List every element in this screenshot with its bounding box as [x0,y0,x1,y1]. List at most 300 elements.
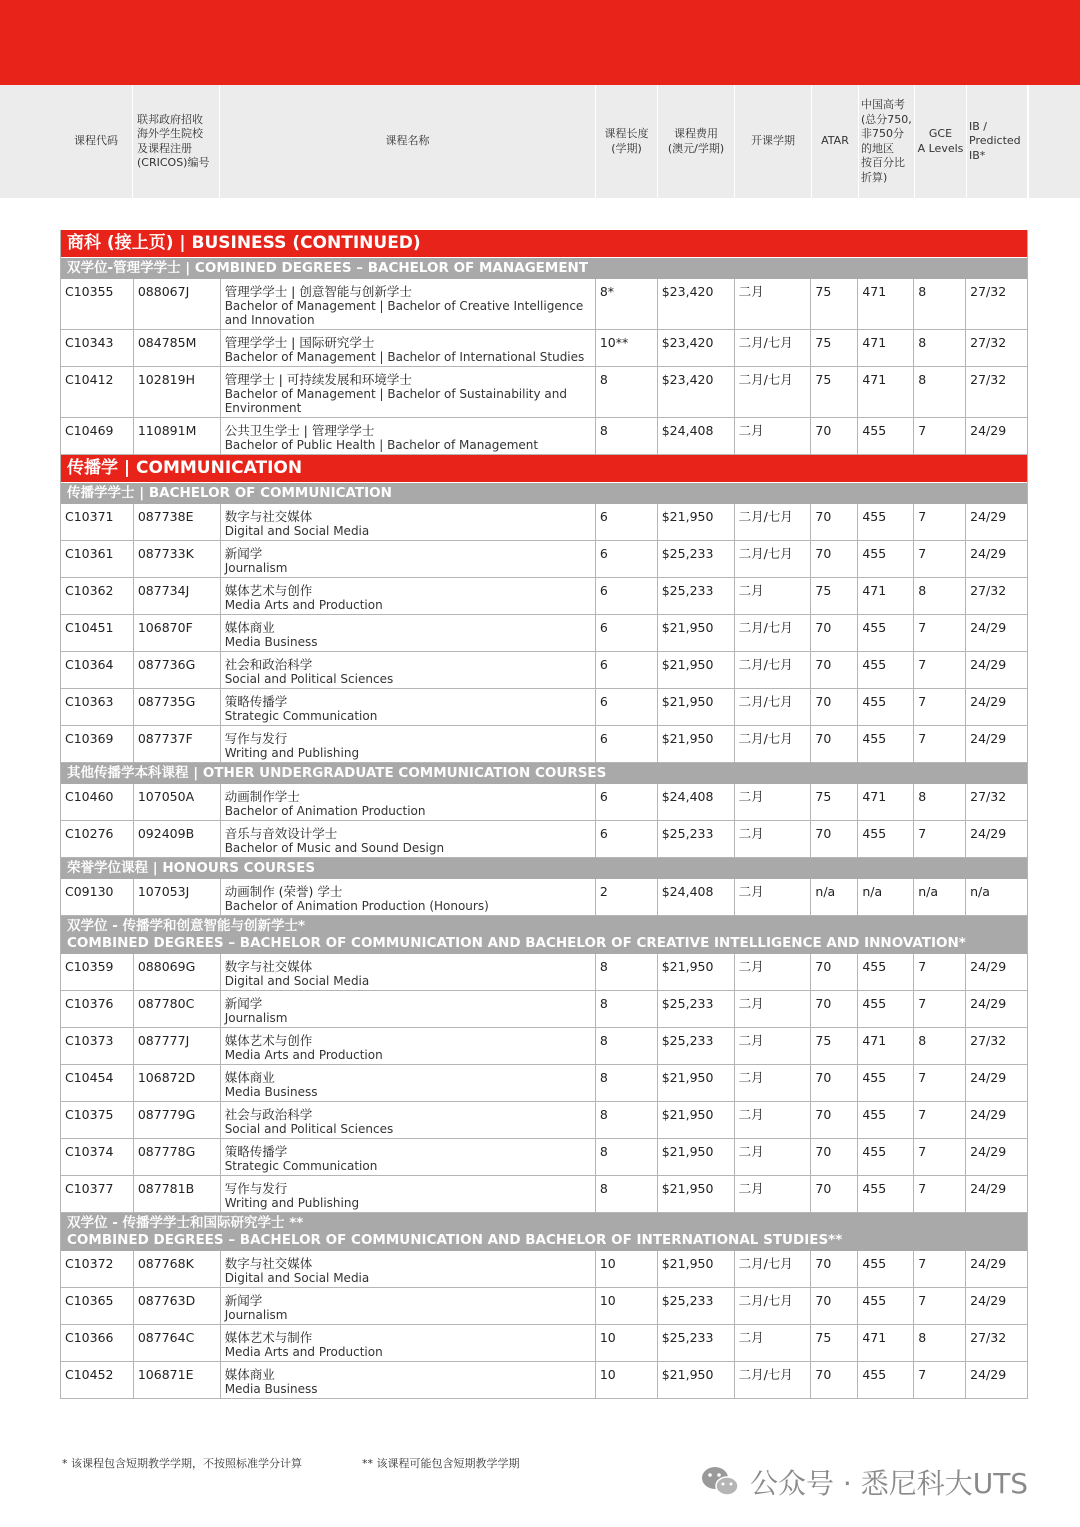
cell-cricos: 087781B [133,1176,220,1212]
cell-intake: 二月 [734,1139,811,1175]
cell-fee: $21,950 [657,504,734,540]
cell-ib: 27/32 [965,784,1027,820]
cell-atar: 70 [810,615,857,651]
cell-length: 6 [595,615,657,651]
cell-gaokao: 455 [857,821,913,857]
subsection-header [61,483,1027,504]
cell-course-name [220,821,595,857]
cell-ib: 24/29 [965,1251,1027,1287]
cell-gce: 7 [913,615,965,651]
table-row [61,578,1027,615]
header-col-gaokao: 中国高考 (总分750, 非750分 的地区 按百分比 折算) [858,85,914,198]
cell-ib: 24/29 [965,1065,1027,1101]
cell-gce: 8 [913,1325,965,1361]
cell-intake: 二月 [734,991,811,1027]
cell-course-name [220,1251,595,1287]
cell-course-code: C09130 [65,884,114,899]
header-col-fee: 课程费用 (澳元/学期) [657,85,734,198]
cell-length: 6 [595,541,657,577]
course-name-en: Media Business [224,635,318,649]
header-col-intake: 开课学期 [734,85,811,198]
cell-intake: 二月 [734,1176,811,1212]
cell-length: 10 [595,1325,657,1361]
cell-gaokao: 471 [857,578,913,614]
course-name-cn: 公共卫生学士 | 管理学学士 [224,423,375,438]
cell-gce: 8 [913,330,965,366]
cell-fee: $21,950 [657,726,734,762]
cell-course-code: C10375 [65,1107,114,1122]
subsection-header [61,1213,1027,1251]
cell-intake: 二月/七月 [734,726,811,762]
subsection-title-line: 双学位-管理学学士 | COMBINED DEGREES – BACHELOR OF MANAGEMENT [67,260,589,276]
cell-gaokao: 471 [857,367,913,417]
cell-gce: 7 [913,504,965,540]
cell-course-name [220,784,595,820]
cell-gaokao: 455 [857,726,913,762]
cell-gaokao: 455 [857,689,913,725]
table-row [61,954,1027,991]
cell-course-name [220,367,595,417]
header-col-course-name: 课程名称 [219,85,595,198]
cell-atar: 70 [810,418,857,454]
cell-gce: n/a [913,879,965,915]
cell-intake: 二月 [734,1065,811,1101]
cell-ib: 27/32 [965,330,1027,366]
cell-atar: 75 [810,1028,857,1064]
cell-course-code: C10366 [65,1330,114,1345]
header-col-cricos: 联邦政府招收 海外学生院校 及课程注册 (CRICOS)编号 [132,85,219,198]
cell-course-code: C10373 [65,1033,114,1048]
cell-gaokao: 455 [857,1251,913,1287]
cell-course-code: C10372 [65,1256,114,1271]
cell-ib: 24/29 [965,726,1027,762]
cell-atar: 70 [810,504,857,540]
cell-gce: 7 [913,418,965,454]
cell-course-name [220,615,595,651]
cell-ib: 27/32 [965,1325,1027,1361]
wechat-icon [700,1464,740,1500]
cell-course-name [220,954,595,990]
cell-cricos: 102819H [133,367,220,417]
cell-gce: 7 [913,1139,965,1175]
subsection-title-line: 荣誉学位课程 | HONOURS COURSES [67,860,316,876]
course-name-cn: 写作与发行 [224,731,288,746]
cell-atar: 75 [810,784,857,820]
course-name-en: Journalism [224,561,288,575]
cell-atar: 70 [810,1139,857,1175]
cell-cricos: 087764C [133,1325,220,1361]
footnote-double-star: ** 该课程可能包含短期教学学期 [362,1457,520,1470]
course-name-cn: 写作与发行 [224,1181,288,1196]
course-name-cn: 新闻学 [224,1293,263,1308]
course-name-cn: 管理学士 | 可持续发展和环境学士 [224,372,412,387]
course-name-cn: 社会与政治科学 [224,1107,313,1122]
course-name-cn: 管理学学士 | 创意智能与创新学士 [224,284,412,299]
cell-atar: 70 [810,1288,857,1324]
cell-atar: 75 [810,1325,857,1361]
cell-length: 2 [595,879,657,915]
cell-course-code: C10343 [65,335,114,350]
cell-atar: 70 [810,726,857,762]
table-row [61,726,1027,763]
cell-length: 8 [595,991,657,1027]
subsection-header [61,763,1027,784]
table-row [61,330,1027,367]
cell-fee: $21,950 [657,1362,734,1398]
cell-cricos: 087777J [133,1028,220,1064]
subsection-title-line: 其他传播学本科课程 | OTHER UNDERGRADUATE COMMUNICATION COURSES [67,765,607,781]
cell-intake: 二月 [734,954,811,990]
cell-course-code: C10361 [65,546,114,561]
course-name-cn: 数字与社交媒体 [224,959,313,974]
cell-fee: $25,233 [657,1028,734,1064]
course-name-cn: 动画制作学士 [224,789,300,804]
cell-length: 8 [595,1028,657,1064]
cell-ib: 24/29 [965,991,1027,1027]
cell-course-code: C10363 [65,694,114,709]
course-name-cn: 社会和政治科学 [224,657,313,672]
cell-ib: 24/29 [965,1102,1027,1138]
cell-atar: 70 [810,821,857,857]
course-name-en: Writing and Publishing [224,746,360,760]
cell-gaokao: 455 [857,541,913,577]
cell-course-code: C10412 [65,372,114,387]
section-header: 商科 (接上页) | BUSINESS (CONTINUED) [61,230,1027,258]
cell-atar: 70 [810,1065,857,1101]
cell-gaokao: 455 [857,954,913,990]
cell-fee: $21,950 [657,1139,734,1175]
cell-length: 8 [595,367,657,417]
cell-course-name [220,418,595,454]
header-col-atar: ATAR [811,85,858,198]
table-row [61,367,1027,418]
cell-ib: 27/32 [965,367,1027,417]
cell-gaokao: 455 [857,615,913,651]
cell-fee: $21,950 [657,954,734,990]
cell-intake: 二月/七月 [734,504,811,540]
course-name-cn: 数字与社交媒体 [224,509,313,524]
course-name-en: Digital and Social Media [224,1271,370,1285]
cell-gce: 7 [913,821,965,857]
table-row [61,279,1027,330]
course-name-en: Media Business [224,1382,318,1396]
header-col-course-code: 课程代码 [74,134,118,148]
cell-fee: $24,408 [657,418,734,454]
cell-gaokao: 455 [857,1139,913,1175]
course-name-en: Journalism [224,1308,288,1322]
cell-fee: $25,233 [657,541,734,577]
cell-ib: 24/29 [965,689,1027,725]
watermark-text: 公众号 · 悉尼科大UTS [750,1467,1029,1500]
cell-ib: 24/29 [965,1176,1027,1212]
cell-atar: 75 [810,367,857,417]
cell-ib: 24/29 [965,418,1027,454]
cell-gce: 7 [913,1362,965,1398]
cell-ib: 27/32 [965,279,1027,329]
course-name-cn: 策略传播学 [224,1144,288,1159]
cell-cricos: 107050A [133,784,220,820]
cell-intake: 二月/七月 [734,652,811,688]
cell-intake: 二月/七月 [734,541,811,577]
course-name-cn: 管理学学士 | 国际研究学士 [224,335,375,350]
cell-course-name [220,1065,595,1101]
cell-ib: 24/29 [965,504,1027,540]
course-name-cn: 新闻学 [224,546,263,561]
cell-course-name [220,652,595,688]
course-name-en: Digital and Social Media [224,524,370,538]
cell-gaokao: 471 [857,784,913,820]
cell-course-name [220,689,595,725]
cell-course-code: C10276 [65,826,114,841]
cell-intake: 二月/七月 [734,689,811,725]
cell-intake: 二月 [734,784,811,820]
cell-gaokao: n/a [857,879,913,915]
cell-course-name [220,1325,595,1361]
cell-gce: 8 [913,279,965,329]
table-row [61,1362,1027,1399]
cell-course-code: C10469 [65,423,114,438]
course-name-en: Bachelor of Music and Sound Design [224,841,445,855]
course-name-en: Writing and Publishing [224,1196,360,1210]
cell-gaokao: 455 [857,418,913,454]
cell-ib: 27/32 [965,578,1027,614]
cell-length: 6 [595,504,657,540]
cell-gce: 7 [913,726,965,762]
table-row [61,821,1027,858]
cell-length: 10 [595,1288,657,1324]
column-header-row [60,85,1080,198]
course-table [60,230,1028,1399]
cell-length: 6 [595,689,657,725]
table-row [61,652,1027,689]
course-name-en: Bachelor of Management | Bachelor of Sustainability and Environment [224,387,568,415]
watermark [700,1462,1028,1502]
cell-gaokao: 471 [857,330,913,366]
footnote-single-star: * 该课程包含短期教学学期，不按照标准学分计算 [62,1457,302,1470]
cell-cricos: 087736G [133,652,220,688]
course-name-en: Media Arts and Production [224,1345,383,1359]
table-row [61,615,1027,652]
table-row [61,879,1027,916]
cell-cricos: 087780C [133,991,220,1027]
table-row [61,1325,1027,1362]
cell-atar: 70 [810,1362,857,1398]
cell-length: 8* [595,279,657,329]
cell-course-code: C10374 [65,1144,114,1159]
table-row [61,1251,1027,1288]
cell-intake: 二月 [734,578,811,614]
cell-intake: 二月/七月 [734,615,811,651]
cell-gce: 8 [913,784,965,820]
cell-intake: 二月/七月 [734,1362,811,1398]
cell-fee: $21,950 [657,615,734,651]
cell-atar: 70 [810,1102,857,1138]
course-name-cn: 策略传播学 [224,694,288,709]
cell-length: 8 [595,1065,657,1101]
cell-gce: 7 [913,541,965,577]
course-name-cn: 音乐与音效设计学士 [224,826,338,841]
course-name-en: Bachelor of Management | Bachelor of Creative Intelligence and Innovation [224,299,584,327]
course-name-en: Strategic Communication [224,709,378,723]
cell-course-code: C10369 [65,731,114,746]
cell-cricos: 087778G [133,1139,220,1175]
cell-atar: 70 [810,1176,857,1212]
cell-length: 6 [595,784,657,820]
cell-cricos: 087779G [133,1102,220,1138]
course-name-en: Journalism [224,1011,288,1025]
header-col-gce: GCE A Levels [914,85,966,198]
cell-intake: 二月 [734,879,811,915]
course-name-cn: 媒体商业 [224,1070,275,1085]
table-row [61,1288,1027,1325]
cell-fee: $23,420 [657,330,734,366]
cell-cricos: 092409B [133,821,220,857]
cell-gaokao: 455 [857,1176,913,1212]
cell-atar: 70 [810,652,857,688]
cell-fee: $25,233 [657,578,734,614]
course-name-en: Digital and Social Media [224,974,370,988]
cell-course-code: C10359 [65,959,114,974]
cell-cricos: 087738E [133,504,220,540]
cell-fee: $21,950 [657,1102,734,1138]
course-name-cn: 数字与社交媒体 [224,1256,313,1271]
cell-length: 10 [595,1251,657,1287]
course-name-cn: 媒体商业 [224,1367,275,1382]
cell-cricos: 087768K [133,1251,220,1287]
top-red-banner [0,0,1080,85]
cell-atar: 70 [810,1251,857,1287]
cell-gaokao: 455 [857,1102,913,1138]
cell-cricos: 107053J [133,879,220,915]
course-name-en: Bachelor of Animation Production (Honours) [224,899,489,913]
table-row [61,689,1027,726]
cell-ib: 24/29 [965,652,1027,688]
cell-length: 8 [595,1102,657,1138]
header-spacer [1028,85,1080,198]
cell-gaokao: 455 [857,1288,913,1324]
cell-fee: $25,233 [657,991,734,1027]
subsection-title-line: COMBINED DEGREES – BACHELOR OF COMMUNICATION AND BACHELOR OF CREATIVE INTELLIGENCE AND INNOVATION* [67,935,966,951]
cell-gaokao: 455 [857,991,913,1027]
course-name-cn: 媒体艺术与制作 [224,1330,313,1345]
subsection-header [61,858,1027,879]
cell-atar: 70 [810,541,857,577]
cell-ib: n/a [965,879,1027,915]
course-name-en: Media Arts and Production [224,598,383,612]
cell-fee: $25,233 [657,1288,734,1324]
cell-ib: 24/29 [965,615,1027,651]
cell-course-code: C10355 [65,284,114,299]
cell-ib: 24/29 [965,954,1027,990]
table-row [61,1139,1027,1176]
cell-course-code: C10364 [65,657,114,672]
cell-gce: 7 [913,1288,965,1324]
table-row [61,418,1027,455]
table-row [61,1065,1027,1102]
cell-gaokao: 471 [857,1028,913,1064]
cell-gce: 7 [913,689,965,725]
cell-gce: 8 [913,1028,965,1064]
cell-intake: 二月 [734,1325,811,1361]
cell-fee: $21,950 [657,1176,734,1212]
cell-cricos: 087735G [133,689,220,725]
course-name-en: Bachelor of Management | Bachelor of International Studies [224,350,585,364]
cell-atar: 75 [810,578,857,614]
cell-course-name [220,330,595,366]
course-name-en: Media Business [224,1085,318,1099]
cell-length: 6 [595,821,657,857]
cell-cricos: 088069G [133,954,220,990]
cell-atar: n/a [810,879,857,915]
subsection-header [61,258,1027,279]
cell-gce: 8 [913,578,965,614]
cell-gaokao: 471 [857,279,913,329]
section-header: 传播学 | COMMUNICATION [61,455,1027,483]
cell-course-code: C10365 [65,1293,114,1308]
course-name-en: Social and Political Sciences [224,1122,394,1136]
subsection-title-line: 双学位 - 传播学学士和国际研究学士 ** [67,1215,304,1231]
cell-gce: 7 [913,1065,965,1101]
cell-cricos: 106871E [133,1362,220,1398]
cell-course-name [220,1362,595,1398]
cell-length: 6 [595,652,657,688]
cell-cricos: 110891M [133,418,220,454]
cell-intake: 二月/七月 [734,1288,811,1324]
cell-intake: 二月 [734,1102,811,1138]
cell-course-name [220,1139,595,1175]
table-row [61,991,1027,1028]
cell-ib: 24/29 [965,541,1027,577]
cell-intake: 二月/七月 [734,367,811,417]
cell-course-name [220,1288,595,1324]
cell-fee: $24,408 [657,879,734,915]
cell-course-code: C10362 [65,583,114,598]
cell-cricos: 088067J [133,279,220,329]
cell-ib: 24/29 [965,821,1027,857]
course-name-cn: 媒体商业 [224,620,275,635]
course-name-en: Social and Political Sciences [224,672,394,686]
cell-course-code: C10376 [65,996,114,1011]
cell-gaokao: 455 [857,652,913,688]
course-name-cn: 新闻学 [224,996,263,1011]
cell-ib: 24/29 [965,1288,1027,1324]
cell-course-name [220,504,595,540]
table-row [61,1176,1027,1213]
subsection-title-line: 传播学学士 | BACHELOR OF COMMUNICATION [67,485,392,501]
course-name-en: Media Arts and Production [224,1048,383,1062]
course-name-en: Bachelor of Public Health | Bachelor of Management [224,438,539,452]
cell-cricos: 106870F [133,615,220,651]
cell-cricos: 084785M [133,330,220,366]
cell-gce: 7 [913,954,965,990]
course-name-cn: 媒体艺术与创作 [224,1033,313,1048]
cell-gaokao: 455 [857,504,913,540]
cell-intake: 二月 [734,1028,811,1064]
cell-course-name [220,1176,595,1212]
cell-length: 10 [595,1362,657,1398]
subsection-title-line: 双学位 - 传播学和创意智能与创新学士* [67,918,306,934]
cell-length: 6 [595,578,657,614]
cell-course-name [220,541,595,577]
cell-course-name [220,879,595,915]
cell-fee: $25,233 [657,1325,734,1361]
cell-fee: $24,408 [657,784,734,820]
cell-cricos: 087733K [133,541,220,577]
cell-fee: $21,950 [657,1065,734,1101]
cell-length: 8 [595,418,657,454]
cell-gce: 7 [913,652,965,688]
cell-gaokao: 471 [857,1325,913,1361]
